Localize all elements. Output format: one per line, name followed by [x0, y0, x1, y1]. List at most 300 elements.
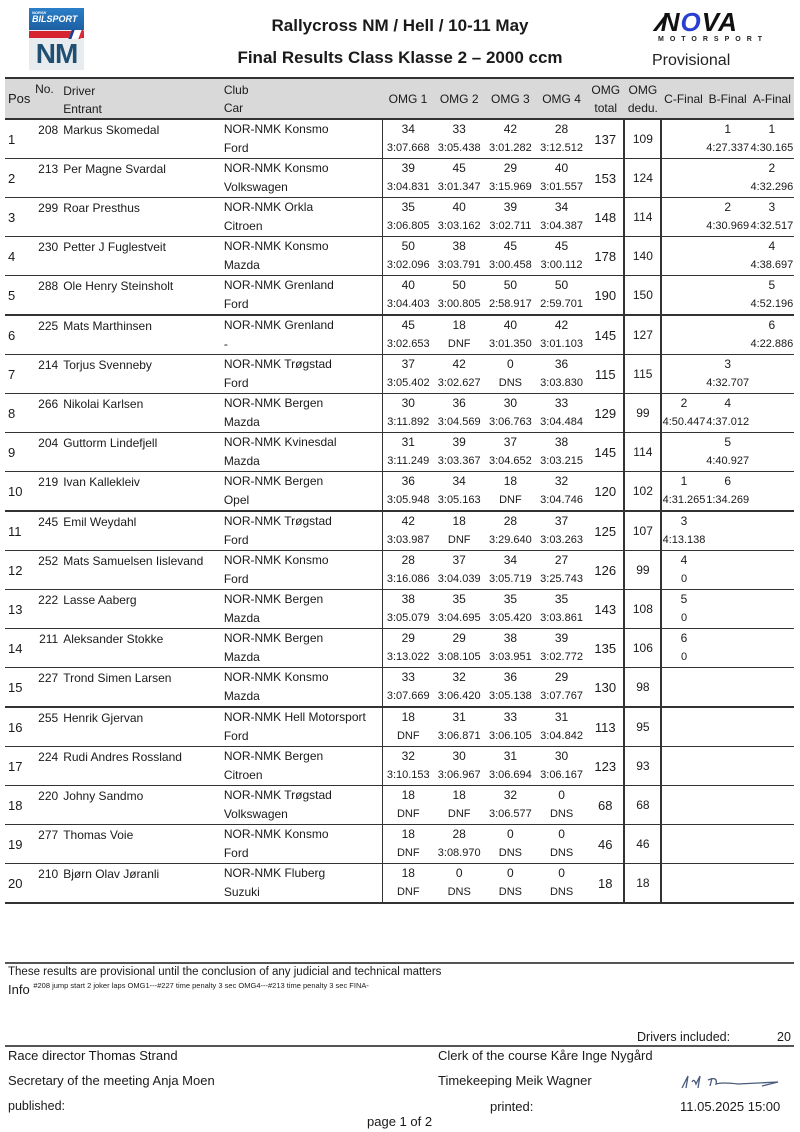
c-final-cell: 6 0	[661, 629, 705, 668]
c-final-cell: 3 4:13.138	[661, 511, 705, 551]
car-make: Ford	[223, 376, 249, 390]
car-number: 225	[31, 315, 63, 355]
omg2-cell: 39 3:03.367	[434, 433, 485, 472]
omg1-cell: 39 3:04.831	[382, 159, 433, 198]
car-make: Ford	[223, 572, 249, 586]
pos-cell: 17	[5, 747, 31, 786]
printed-label: printed:	[490, 1099, 534, 1114]
pos-cell: 2	[5, 159, 31, 198]
pos-cell: 12	[5, 551, 31, 590]
c-final-cell	[661, 747, 705, 786]
omg2-cell: 33 3:05.438	[434, 119, 485, 159]
club-car-cell	[224, 394, 383, 433]
omg4-cell: 42 3:01.103	[536, 315, 587, 355]
table-row	[5, 590, 794, 629]
omg3-cell: 34 3:05.719	[485, 551, 536, 590]
club-name: NOR-NMK Bergen	[223, 592, 324, 606]
club-name: NOR-NMK Kvinesdal	[223, 435, 337, 449]
pos-cell: 10	[5, 472, 31, 512]
omg2-cell: 32 3:06.420	[434, 668, 485, 708]
club-name: NOR-NMK Grenland	[223, 278, 334, 292]
club-name: NOR-NMK Bergen	[223, 749, 324, 763]
omg4-cell: 40 3:01.557	[536, 159, 587, 198]
club-car-cell	[224, 825, 383, 864]
c-final-cell	[661, 237, 705, 276]
omg-dedu: 114	[624, 433, 661, 472]
omg3-cell: 0 DNS	[485, 864, 536, 904]
driver-name: Ivan Kallekleiv	[63, 472, 224, 512]
pos-cell: 19	[5, 825, 31, 864]
omg2-cell: 38 3:03.791	[434, 237, 485, 276]
omg-total: 143	[587, 590, 624, 629]
omg-total: 115	[587, 355, 624, 394]
omg4-cell: 27 3:25.743	[536, 551, 587, 590]
provisional-status: Provisional	[652, 52, 731, 69]
table-row	[5, 315, 794, 355]
col-pos: Pos	[5, 78, 31, 119]
a-final-cell	[750, 394, 794, 433]
col-omg-dedu: OMG dedu.	[624, 78, 661, 119]
club-car-cell	[224, 629, 383, 668]
club-name: NOR-NMK Bergen	[223, 474, 324, 488]
omg2-cell: 34 3:05.163	[434, 472, 485, 512]
timekeeping: Timekeeping Meik Wagner	[438, 1073, 592, 1088]
driver-name: Bjørn Olav Jøranli	[63, 864, 224, 904]
omg-dedu: 46	[624, 825, 661, 864]
c-final-cell: 4 0	[661, 551, 705, 590]
driver-name: Torjus Svenneby	[63, 355, 224, 394]
club-car-cell	[224, 315, 383, 355]
footer-divider	[5, 962, 794, 964]
driver-name: Ole Henry Steinsholt	[63, 276, 224, 316]
club-car-cell	[224, 119, 383, 159]
omg3-cell: 32 3:06.577	[485, 786, 536, 825]
omg3-cell: 0 DNS	[485, 355, 536, 394]
col-omg1: OMG 1	[382, 78, 433, 119]
b-final-cell: 5 4:40.927	[706, 433, 750, 472]
omg4-cell: 29 3:07.767	[536, 668, 587, 708]
omg-total: 178	[587, 237, 624, 276]
omg3-cell: 30 3:06.763	[485, 394, 536, 433]
pos-cell: 1	[5, 119, 31, 159]
table-row	[5, 394, 794, 433]
car-make: Mazda	[223, 415, 260, 429]
car-number: 222	[31, 590, 63, 629]
a-final-cell	[750, 786, 794, 825]
omg-dedu: 115	[624, 355, 661, 394]
omg2-cell: 50 3:00.805	[434, 276, 485, 316]
omg4-cell: 39 3:02.772	[536, 629, 587, 668]
omg4-cell: 0 DNS	[536, 786, 587, 825]
omg-dedu: 18	[624, 864, 661, 904]
club-car-cell	[224, 511, 383, 551]
pos-cell: 16	[5, 707, 31, 747]
omg2-cell: 40 3:03.162	[434, 198, 485, 237]
omg1-cell: 32 3:10.153	[382, 747, 433, 786]
omg3-cell: 37 3:04.652	[485, 433, 536, 472]
signature-icon	[678, 1072, 788, 1092]
omg3-cell: 45 3:00.458	[485, 237, 536, 276]
omg3-cell: 50 2:58.917	[485, 276, 536, 316]
car-number: 299	[31, 198, 63, 237]
omg1-cell: 18 DNF	[382, 864, 433, 904]
omg3-cell: 35 3:05.420	[485, 590, 536, 629]
omg1-cell: 30 3:11.892	[382, 394, 433, 433]
driver-name: Roar Presthus	[63, 198, 224, 237]
c-final-cell	[661, 707, 705, 747]
table-row	[5, 276, 794, 316]
club-name: NOR-NMK Hell Motorsport	[223, 710, 366, 724]
col-no: No.	[31, 78, 63, 119]
club-name: NOR-NMK Konsmo	[223, 161, 329, 175]
club-name: NOR-NMK Trøgstad	[223, 357, 332, 371]
driver-name: Nikolai Karlsen	[63, 394, 224, 433]
a-final-cell	[750, 629, 794, 668]
car-make: Ford	[223, 846, 249, 860]
c-final-cell	[661, 315, 705, 355]
omg2-cell: 18 DNF	[434, 315, 485, 355]
omg4-cell: 0 DNS	[536, 825, 587, 864]
club-name: NOR-NMK Bergen	[223, 396, 324, 410]
car-number: 208	[31, 119, 63, 159]
table-row	[5, 472, 794, 512]
omg1-cell: 29 3:13.022	[382, 629, 433, 668]
omg1-cell: 36 3:05.948	[382, 472, 433, 512]
omg-dedu: 140	[624, 237, 661, 276]
omg4-cell: 28 3:12.512	[536, 119, 587, 159]
a-final-cell: 2 4:32.296	[750, 159, 794, 198]
omg2-cell: 35 3:04.695	[434, 590, 485, 629]
omg-dedu: 150	[624, 276, 661, 316]
club-car-cell	[224, 668, 383, 708]
a-final-cell	[750, 551, 794, 590]
b-final-cell: 2 4:30.969	[706, 198, 750, 237]
omg-total: 113	[587, 707, 624, 747]
a-final-cell: 3 4:32.517	[750, 198, 794, 237]
pos-cell: 13	[5, 590, 31, 629]
c-final-cell	[661, 159, 705, 198]
car-number: 224	[31, 747, 63, 786]
results-table	[5, 77, 794, 904]
c-final-cell	[661, 119, 705, 159]
b-final-cell	[706, 629, 750, 668]
table-row	[5, 707, 794, 747]
b-final-cell	[706, 276, 750, 316]
pos-cell: 9	[5, 433, 31, 472]
b-final-cell	[706, 237, 750, 276]
omg-dedu: 124	[624, 159, 661, 198]
omg-dedu: 99	[624, 551, 661, 590]
pos-cell: 3	[5, 198, 31, 237]
table-row	[5, 433, 794, 472]
norsk-bilsport-nm-logo: NORSK BILSPORT NM	[29, 8, 84, 70]
table-row	[5, 511, 794, 551]
club-car-cell	[224, 786, 383, 825]
driver-name: Henrik Gjervan	[63, 707, 224, 747]
pos-cell: 15	[5, 668, 31, 708]
car-make: Mazda	[223, 258, 260, 272]
omg-total: 148	[587, 198, 624, 237]
club-name: NOR-NMK Konsmo	[223, 670, 329, 684]
club-car-cell	[224, 747, 383, 786]
omg1-cell: 50 3:02.096	[382, 237, 433, 276]
omg-total: 129	[587, 394, 624, 433]
b-final-cell	[706, 747, 750, 786]
club-car-cell	[224, 590, 383, 629]
omg3-cell: 0 DNS	[485, 825, 536, 864]
omg4-cell: 36 3:03.830	[536, 355, 587, 394]
omg1-cell: 28 3:16.086	[382, 551, 433, 590]
omg-dedu: 114	[624, 198, 661, 237]
col-omg4: OMG 4	[536, 78, 587, 119]
club-name: NOR-NMK Konsmo	[223, 553, 329, 567]
a-final-cell: 1 4:30.165	[750, 119, 794, 159]
car-number: 277	[31, 825, 63, 864]
table-row	[5, 825, 794, 864]
omg3-cell: 42 3:01.282	[485, 119, 536, 159]
pos-cell: 11	[5, 511, 31, 551]
omg-total: 120	[587, 472, 624, 512]
omg4-cell: 32 3:04.746	[536, 472, 587, 512]
omg2-cell: 36 3:04.569	[434, 394, 485, 433]
info-text: #208 jump start 2 joker laps OMG1---#227 time penalty 3 sec OMG4---#213 time penalty 3 sec FINA-	[33, 981, 369, 990]
omg-total: 130	[587, 668, 624, 708]
car-make: Volkswagen	[223, 180, 288, 194]
col-c-final: C-Final	[661, 78, 705, 119]
c-final-cell	[661, 786, 705, 825]
a-final-cell	[750, 433, 794, 472]
driver-name: Mats Samuelsen Iislevand	[63, 551, 224, 590]
car-make: Mazda	[223, 454, 260, 468]
b-final-cell	[706, 825, 750, 864]
b-final-cell: 4 4:37.012	[706, 394, 750, 433]
pos-cell: 4	[5, 237, 31, 276]
b-final-cell	[706, 864, 750, 904]
club-name: NOR-NMK Konsmo	[223, 122, 329, 136]
driver-name: Rudi Andres Rossland	[63, 747, 224, 786]
driver-name: Petter J Fuglestveit	[63, 237, 224, 276]
b-final-cell	[706, 315, 750, 355]
a-final-cell	[750, 747, 794, 786]
page-number: page 1 of 2	[367, 1114, 433, 1129]
driver-name: Aleksander Stokke	[63, 629, 224, 668]
table-row	[5, 551, 794, 590]
car-number: 219	[31, 472, 63, 512]
omg-total: 137	[587, 119, 624, 159]
omg-total: 125	[587, 511, 624, 551]
car-number: 211	[31, 629, 63, 668]
drivers-included-value: 20	[777, 1030, 791, 1044]
b-final-cell	[706, 551, 750, 590]
car-number: 210	[31, 864, 63, 904]
col-driver: Driver Entrant	[63, 78, 224, 119]
b-final-cell	[706, 668, 750, 708]
clerk-of-course: Clerk of the course Kåre Inge Nygård	[438, 1048, 653, 1063]
club-name: NOR-NMK Konsmo	[223, 827, 329, 841]
col-club: Club Car	[224, 78, 383, 119]
club-car-cell	[224, 198, 383, 237]
omg4-cell: 35 3:03.861	[536, 590, 587, 629]
omg3-cell: 38 3:03.951	[485, 629, 536, 668]
omg-total: 68	[587, 786, 624, 825]
car-make: Opel	[223, 493, 250, 507]
omg1-cell: 35 3:06.805	[382, 198, 433, 237]
driver-name: Mats Marthinsen	[63, 315, 224, 355]
omg-dedu: 106	[624, 629, 661, 668]
omg2-cell: 31 3:06.871	[434, 707, 485, 747]
table-row	[5, 355, 794, 394]
omg2-cell: 30 3:06.967	[434, 747, 485, 786]
car-number: 255	[31, 707, 63, 747]
club-car-cell	[224, 551, 383, 590]
b-final-cell: 1 4:27.337	[706, 119, 750, 159]
omg-total: 145	[587, 433, 624, 472]
a-final-cell	[750, 668, 794, 708]
omg4-cell: 37 3:03.263	[536, 511, 587, 551]
car-make: Ford	[223, 533, 249, 547]
page-header	[0, 0, 800, 76]
car-make: Mazda	[223, 689, 260, 703]
a-final-cell: 6 4:22.886	[750, 315, 794, 355]
table-row	[5, 119, 794, 159]
a-final-cell: 5 4:52.196	[750, 276, 794, 316]
car-make: Ford	[223, 729, 249, 743]
driver-name: Johny Sandmo	[63, 786, 224, 825]
signature-divider	[5, 1045, 794, 1047]
omg1-cell: 40 3:04.403	[382, 276, 433, 316]
c-final-cell	[661, 825, 705, 864]
omg4-cell: 38 3:03.215	[536, 433, 587, 472]
omg-dedu: 102	[624, 472, 661, 512]
pos-cell: 18	[5, 786, 31, 825]
club-car-cell	[224, 159, 383, 198]
pos-cell: 6	[5, 315, 31, 355]
omg-total: 145	[587, 315, 624, 355]
col-b-final: B-Final	[706, 78, 750, 119]
omg2-cell: 18 DNF	[434, 786, 485, 825]
omg1-cell: 33 3:07.669	[382, 668, 433, 708]
omg2-cell: 0 DNS	[434, 864, 485, 904]
omg-dedu: 108	[624, 590, 661, 629]
a-final-cell	[750, 355, 794, 394]
omg-total: 18	[587, 864, 624, 904]
a-final-cell	[750, 864, 794, 904]
table-row	[5, 237, 794, 276]
table-row	[5, 786, 794, 825]
c-final-cell	[661, 355, 705, 394]
pos-cell: 14	[5, 629, 31, 668]
club-car-cell	[224, 355, 383, 394]
omg1-cell: 37 3:05.402	[382, 355, 433, 394]
club-car-cell	[224, 472, 383, 512]
omg-dedu: 68	[624, 786, 661, 825]
omg3-cell: 18 DNF	[485, 472, 536, 512]
club-car-cell	[224, 237, 383, 276]
b-final-cell	[706, 511, 750, 551]
car-make: Citroen	[223, 219, 263, 233]
club-name: NOR-NMK Trøgstad	[223, 514, 332, 528]
omg1-cell: 34 3:07.668	[382, 119, 433, 159]
omg2-cell: 42 3:02.627	[434, 355, 485, 394]
table-row	[5, 159, 794, 198]
results-title: Final Results Class Klasse 2 – 2000 ccm	[237, 48, 563, 67]
table-row	[5, 747, 794, 786]
omg-dedu: 107	[624, 511, 661, 551]
car-make: Mazda	[223, 611, 260, 625]
table-header-row	[5, 78, 794, 119]
c-final-cell: 5 0	[661, 590, 705, 629]
omg-dedu: 98	[624, 668, 661, 708]
car-number: 220	[31, 786, 63, 825]
omg3-cell: 28 3:29.640	[485, 511, 536, 551]
car-make: -	[223, 337, 228, 351]
driver-name: Lasse Aaberg	[63, 590, 224, 629]
car-number: 214	[31, 355, 63, 394]
omg-total: 123	[587, 747, 624, 786]
c-final-cell	[661, 433, 705, 472]
omg1-cell: 42 3:03.987	[382, 511, 433, 551]
secretary: Secretary of the meeting Anja Moen	[8, 1073, 215, 1088]
car-number: 252	[31, 551, 63, 590]
a-final-cell: 4 4:38.697	[750, 237, 794, 276]
a-final-cell	[750, 590, 794, 629]
omg4-cell: 30 3:06.167	[536, 747, 587, 786]
club-car-cell	[224, 707, 383, 747]
car-make: Volkswagen	[223, 807, 288, 821]
drivers-included-label: Drivers included:	[637, 1030, 731, 1044]
results-body	[5, 119, 794, 903]
col-omg-total: OMG total	[587, 78, 624, 119]
club-car-cell	[224, 864, 383, 904]
omg-dedu: 127	[624, 315, 661, 355]
a-final-cell	[750, 707, 794, 747]
a-final-cell	[750, 472, 794, 512]
c-final-cell	[661, 276, 705, 316]
club-name: NOR-NMK Fluberg	[223, 866, 326, 880]
omg4-cell: 31 3:04.842	[536, 707, 587, 747]
omg1-cell: 31 3:11.249	[382, 433, 433, 472]
car-make: Ford	[223, 141, 249, 155]
omg3-cell: 36 3:05.138	[485, 668, 536, 708]
driver-name: Thomas Voie	[63, 825, 224, 864]
c-final-cell	[661, 864, 705, 904]
b-final-cell	[706, 786, 750, 825]
omg4-cell: 34 3:04.387	[536, 198, 587, 237]
car-number: 204	[31, 433, 63, 472]
col-a-final: A-Final	[750, 78, 794, 119]
provisional-disclaimer: These results are provisional until the conclusion of any judicial and technical matters	[8, 966, 442, 978]
driver-name: Guttorm Lindefjell	[63, 433, 224, 472]
omg-total: 126	[587, 551, 624, 590]
b-final-cell	[706, 159, 750, 198]
printed-timestamp: 11.05.2025 15:00	[680, 1099, 781, 1114]
table-row	[5, 668, 794, 708]
c-final-cell: 2 4:50.447	[661, 394, 705, 433]
b-final-cell: 3 4:32.707	[706, 355, 750, 394]
car-number: 227	[31, 668, 63, 708]
car-make: Citroen	[223, 768, 263, 782]
b-final-cell	[706, 707, 750, 747]
omg-dedu: 109	[624, 119, 661, 159]
car-make: Suzuki	[223, 885, 260, 899]
driver-name: Emil Weydahl	[63, 511, 224, 551]
c-final-cell: 1 4:31.265	[661, 472, 705, 512]
omg1-cell: 18 DNF	[382, 786, 433, 825]
a-final-cell	[750, 511, 794, 551]
omg-total: 46	[587, 825, 624, 864]
b-final-cell: 6 1:34.269	[706, 472, 750, 512]
car-number: 288	[31, 276, 63, 316]
